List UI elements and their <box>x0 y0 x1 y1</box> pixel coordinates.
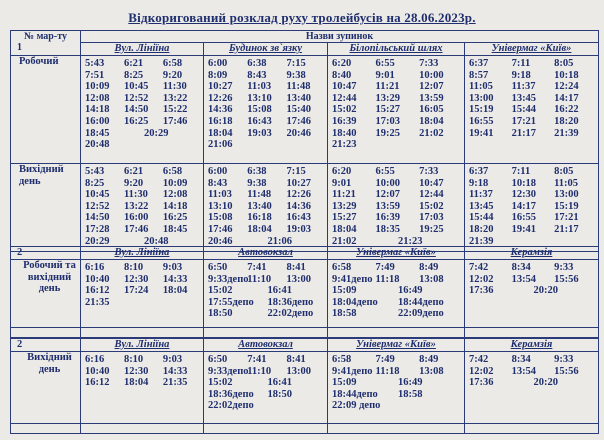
stop-name: Керамзія <box>465 247 599 260</box>
times-line: 6:16 8:10 9:03 <box>85 354 183 365</box>
times-line: 15:02 15:27 16:05 <box>332 104 444 116</box>
times-line: 9:18 10:18 11:05 <box>469 177 579 189</box>
times-cell <box>465 352 599 424</box>
times-line: 13:10 13:40 14:36 <box>208 200 312 212</box>
stop-name: Вул. Лініїна <box>81 247 204 260</box>
stop-name: Універмаг «Київ» <box>328 247 465 260</box>
schedule-table-route-2-workday <box>10 246 599 338</box>
times-line: 16:55 17:21 18:20 <box>469 115 579 127</box>
day-type-label: Робочий та вихідний день <box>11 260 81 328</box>
times-cell <box>81 352 204 424</box>
times-line: 12:44 13:29 13:59 <box>332 92 444 104</box>
stops-header: Назви зупинок <box>81 31 599 43</box>
times-cell <box>328 352 465 424</box>
times-line: 10:45 11:30 12:08 <box>85 189 188 201</box>
times-line: 9:33депо 11:10 13:00 <box>208 273 312 285</box>
times-line: 7:42 8:34 9:33 <box>469 262 574 273</box>
times-line: 7:51 8:25 9:20 <box>85 69 183 81</box>
schedule-table-route-1 <box>10 30 599 252</box>
times-line: 20:48 <box>85 139 110 151</box>
times-line: 10:27 11:03 11:48 <box>208 81 311 93</box>
times-line: 11:03 11:48 12:26 <box>208 189 312 201</box>
schedule-table-route-2-weekend <box>10 338 599 434</box>
stop-name: Білопільський шлях <box>328 43 465 56</box>
times-line: 6:58 7:49 8:49 <box>332 262 439 273</box>
times-cell <box>81 164 204 252</box>
times-line: 12:52 13:22 14:18 <box>85 200 188 212</box>
times-line: 8:57 9:18 10:18 <box>469 69 579 81</box>
stop-name: Автовокзал <box>204 247 328 260</box>
times-line: 6:37 7:11 8:05 <box>469 58 574 69</box>
stop-name: Будинок зв`язку <box>204 43 328 56</box>
route-column-header: № мар-ту 1 <box>11 31 81 56</box>
times-line: 6:58 7:49 8:49 <box>332 354 439 365</box>
times-cell <box>328 56 465 164</box>
times-line: 6:50 7:41 8:41 <box>208 354 306 365</box>
stop-name: Керамзія <box>465 339 599 352</box>
times-cell <box>465 56 599 164</box>
times-line: 15:44 16:55 17:21 <box>469 212 579 224</box>
route-cell: 2 <box>11 339 81 352</box>
times-line: 21:35 <box>85 296 110 308</box>
times-line: 15:27 16:39 17:03 <box>332 212 444 224</box>
times-cell <box>204 352 328 424</box>
times-line: 15:08 16:18 16:43 <box>208 212 312 224</box>
stop-name: Універмаг «Київ» <box>328 339 465 352</box>
times-line: 17:55депо 18:36депо <box>208 296 314 308</box>
times-line: 14:18 14:50 15:22 <box>85 104 188 116</box>
times-line: 6:00 6:38 7:15 <box>208 58 306 69</box>
times-line: 18:04 19:03 20:46 <box>208 127 312 139</box>
times-line: 9:33депо 11:10 13:00 <box>208 365 312 377</box>
times-cell <box>204 164 328 252</box>
times-line: 18:40 19:25 21:02 <box>332 127 444 139</box>
times-line: 18:04 18:35 19:25 <box>332 223 444 235</box>
times-line: 22:02депо <box>208 400 254 412</box>
times-line: 6:50 7:41 8:41 <box>208 262 306 273</box>
times-line: 9:41депо 11:18 13:08 <box>332 365 444 377</box>
times-line: 10:40 12:30 14:33 <box>85 273 188 285</box>
times-cell <box>204 260 328 328</box>
times-line: 16:39 17:03 18:04 <box>332 115 444 127</box>
times-line: 18:44депо 18:58 <box>332 388 423 400</box>
times-line: 10:40 12:30 14:33 <box>85 365 188 377</box>
times-line: 17:28 17:46 18:45 <box>85 223 188 235</box>
route-cell: 2 <box>11 247 81 260</box>
times-line: 18:45 20:29 <box>85 127 169 139</box>
times-line: 10:47 11:21 12:07 <box>332 81 444 93</box>
times-line: 5:43 6:21 6:58 <box>85 166 183 177</box>
times-line: 18:50 22:02депо <box>208 308 314 320</box>
times-line: 12:02 13:54 15:56 <box>469 365 579 377</box>
stop-name: Універмаг «Київ» <box>465 43 599 56</box>
times-line: 13:00 13:45 14:17 <box>469 92 579 104</box>
times-line: 16:00 16:25 17:46 <box>85 115 188 127</box>
times-line: 17:36 20:20 <box>469 377 558 389</box>
times-line: 21:23 <box>332 139 357 151</box>
times-cell <box>465 164 599 252</box>
times-line: 20:46 21:06 <box>208 235 292 247</box>
times-line: 16:18 16:43 17:46 <box>208 115 312 127</box>
day-type-label: Робочий <box>11 56 81 164</box>
times-line: 11:05 11:37 12:24 <box>469 81 579 93</box>
times-line: 10:09 10:45 11:30 <box>85 81 187 93</box>
times-cell <box>204 56 328 164</box>
times-line: 17:46 18:04 19:03 <box>208 223 312 235</box>
times-line: 15:02 16:41 <box>208 377 292 389</box>
times-line: 16:12 18:04 21:35 <box>85 377 188 389</box>
times-line: 18:58 22:09депо <box>332 308 444 320</box>
times-line: 15:09 16:49 <box>332 377 423 389</box>
times-line: 21:39 <box>469 235 494 247</box>
times-line: 15:19 15:44 16:22 <box>469 104 579 116</box>
times-line: 20:29 20:48 <box>85 235 169 247</box>
times-line: 8:40 9:01 10:00 <box>332 69 444 81</box>
times-line: 14:36 15:08 15:40 <box>208 104 312 116</box>
times-line: 8:43 9:38 10:27 <box>208 177 312 189</box>
day-type-label: Вихідний день <box>11 164 81 252</box>
stop-name: Автовокзал <box>204 339 328 352</box>
times-line: 17:36 20:20 <box>469 285 558 297</box>
times-cell <box>328 260 465 328</box>
times-line: 13:45 14:17 15:19 <box>469 200 579 212</box>
times-line: 14:50 16:00 16:25 <box>85 212 188 224</box>
times-line: 6:00 6:38 7:15 <box>208 166 306 177</box>
stop-name: Вул. Лініїна <box>81 339 204 352</box>
times-line: 18:20 19:41 21:17 <box>469 223 579 235</box>
times-line: 22:09 депо <box>332 400 381 412</box>
times-line: 6:37 7:11 8:05 <box>469 166 574 177</box>
times-line: 12:08 12:52 13:22 <box>85 92 188 104</box>
times-line: 5:43 6:21 6:58 <box>85 58 183 69</box>
times-cell <box>465 260 599 328</box>
times-cell <box>81 56 204 164</box>
times-line: 8:09 8:43 9:38 <box>208 69 306 81</box>
stop-name: Вул. Лініїна <box>81 43 204 56</box>
page-title: Відкоригований розклад руху тролейбусів на 28.06.2023р. <box>128 10 476 25</box>
times-line: 18:04депо 18:44депо <box>332 296 444 308</box>
times-line: 11:21 12:07 12:44 <box>332 189 444 201</box>
times-line: 15:09 16:49 <box>332 285 423 297</box>
times-line: 12:02 13:54 15:56 <box>469 273 579 285</box>
times-cell <box>328 164 465 252</box>
times-line: 8:25 9:20 10:09 <box>85 177 188 189</box>
times-line: 21:02 21:23 <box>332 235 423 247</box>
times-line: 9:41депо 11:18 13:08 <box>332 273 444 285</box>
times-line: 6:20 6:55 7:33 <box>332 58 439 69</box>
times-line: 15:02 16:41 <box>208 285 292 297</box>
times-line: 12:26 13:10 13:40 <box>208 92 312 104</box>
times-line: 9:01 10:00 10:47 <box>332 177 444 189</box>
times-line: 13:29 13:59 15:02 <box>332 200 444 212</box>
times-line: 19:41 21:17 21:39 <box>469 127 579 139</box>
times-line: 18:36депо 18:50 <box>208 388 292 400</box>
day-type-label: Вихідний день <box>11 352 81 424</box>
times-line: 7:42 8:34 9:33 <box>469 354 574 365</box>
times-cell <box>81 260 204 328</box>
times-line: 6:20 6:55 7:33 <box>332 166 439 177</box>
times-line: 6:16 8:10 9:03 <box>85 262 183 273</box>
times-line: 21:06 <box>208 139 233 151</box>
times-line: 11:37 12:30 13:00 <box>469 189 579 201</box>
times-line: 16:12 17:24 18:04 <box>85 285 188 297</box>
